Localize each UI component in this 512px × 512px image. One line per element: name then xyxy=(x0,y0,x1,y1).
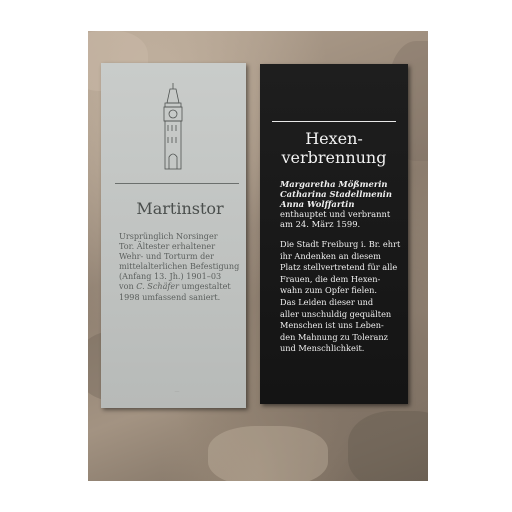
plaque-title: Martinstor xyxy=(136,199,224,218)
text-line: Wehr- und Torturm der xyxy=(119,251,214,262)
text-line: wahn zum Opfer fielen. xyxy=(280,285,377,296)
text-line: am 24. März 1599. xyxy=(280,219,361,230)
text-line: Das Leiden dieser und xyxy=(280,296,374,307)
execution-date xyxy=(280,209,405,229)
text-prefix: von xyxy=(119,281,137,292)
name-line: Margaretha Mößmerin xyxy=(280,179,388,189)
wall-stone xyxy=(348,411,428,481)
divider-rule xyxy=(272,121,396,122)
text-line: ihr Andenken an diesem xyxy=(280,250,381,261)
hexenverbrennung-plaque xyxy=(260,64,408,404)
name-line: Anna Wolffartin xyxy=(280,199,355,210)
text-line: Tor. Ältester erhaltener xyxy=(119,241,216,252)
title-line: verbrennung xyxy=(281,148,387,167)
name-line: Catharina Stadellmenin xyxy=(280,189,392,200)
text-line xyxy=(119,281,244,291)
text-line: 1998 umfassend saniert. xyxy=(119,291,221,302)
stone-wall-photo xyxy=(88,31,428,481)
signature-mark: — xyxy=(174,389,180,395)
wall-stone xyxy=(208,426,328,481)
plaque-title xyxy=(260,129,408,167)
text-line: und Menschlichkeit. xyxy=(280,343,365,354)
text-line: aller unschuldig gequälten xyxy=(280,308,392,319)
tower-illustration-icon xyxy=(151,81,195,171)
text-line: den Mahnung zu Toleranz xyxy=(280,331,388,342)
title-line: Hexen- xyxy=(305,129,363,148)
architect-name: C. Schäfer xyxy=(136,281,180,292)
text-line: Platz stellvertretend für alle xyxy=(280,262,398,273)
text-line: Frauen, die dem Hexen- xyxy=(280,273,381,284)
text-line: (Anfang 13. Jh.) 1901–03 xyxy=(119,271,222,282)
plaque-text xyxy=(119,231,244,302)
text-suffix: umgestaltet xyxy=(179,281,231,292)
text-line: Die Stadt Freiburg i. Br. ehrt xyxy=(280,239,401,249)
text-line: Ursprünglich Norsinger xyxy=(119,231,218,241)
martinstor-plaque xyxy=(101,63,246,408)
text-line: enthauptet und verbrannt xyxy=(280,209,391,219)
divider-rule xyxy=(115,183,239,184)
victim-names xyxy=(280,179,405,210)
text-line: mittelalterlichen Befestigung xyxy=(119,261,240,272)
text-line: Menschen ist uns Leben- xyxy=(280,320,384,331)
plaque-text xyxy=(280,239,405,355)
